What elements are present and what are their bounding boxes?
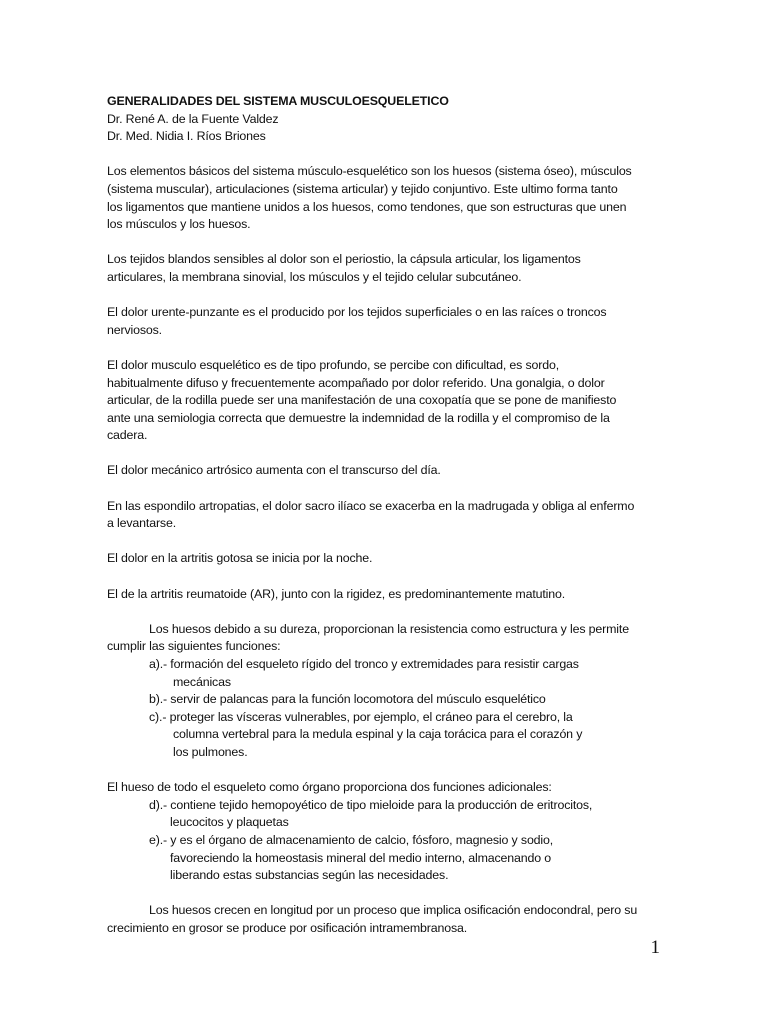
list-item-continuation: los pulmones.: [173, 744, 248, 759]
text-line: cadera.: [107, 428, 148, 443]
list-item: a).- formación del esqueleto rígido del tronco y extremidades para resistir cargas: [149, 657, 579, 671]
text-line: los músculos y los huesos.: [107, 217, 251, 232]
paragraph-basic-elements: [107, 163, 667, 233]
bone-functions-section: [107, 621, 667, 762]
paragraph-musculoskeletal-pain: [107, 357, 667, 445]
text-line: crecimiento en grosor se produce por osificación intramembranosa.: [107, 920, 468, 935]
text-line: Los huesos debido a su dureza, proporcionan la resistencia como estructura y les permite: [149, 621, 629, 636]
list-item-continuation: columna vertebral para la medula espinal y la caja torácica para el corazón y: [173, 727, 583, 742]
list-item: b).- servir de palancas para la función locomotora del músculo esquelético: [149, 692, 546, 707]
text-line: a levantarse.: [107, 516, 176, 531]
text-line: (sistema muscular), articulaciones (sistema articular) y tejido conjuntivo. Este ultimo forma tanto: [107, 181, 618, 196]
text-line: El dolor musculo esquelético es de tipo profundo, se percibe con dificultad, es sordo,: [107, 357, 560, 372]
paragraph-gout: [107, 550, 667, 568]
text-line: En las espondilo artropatias, el dolor sacro ilíaco se exacerba en la madrugada y obliga al enfermo: [107, 498, 635, 513]
text-line: El hueso de todo el esqueleto como órgano proporciona dos funciones adicionales:: [107, 780, 552, 795]
text-line: Los tejidos blandos sensibles al dolor son el periostio, la cápsula articular, los ligamentos: [107, 252, 581, 267]
list-item: d).- contiene tejido hemopoyético de tipo mieloide para la producción de eritrocitos,: [149, 797, 593, 812]
text-line: articular, de la rodilla puede ser una manifestación de una coxopatía que se pone de manifiesto: [107, 393, 617, 408]
text-line: ante una semiologia correcta que demuestre la indemnidad de la rodilla y el compromiso de la: [107, 410, 610, 425]
document-page: [107, 93, 667, 938]
list-item-continuation: leucocitos y plaquetas: [170, 815, 289, 830]
document-title: GENERALIDADES DEL SISTEMA MUSCULOESQUELETICO: [107, 94, 449, 108]
page-number: 1: [650, 937, 660, 958]
text-line: El dolor mecánico artrósico aumenta con el transcurso del día.: [107, 463, 441, 478]
author-line: Dr. René A. de la Fuente Valdez: [107, 111, 279, 126]
document-header: [107, 93, 667, 146]
paragraph-rheumatoid-arthritis: [107, 586, 667, 604]
list-item-continuation: favoreciendo la homeostasis mineral del medio interno, almacenando o: [170, 850, 552, 865]
list-item: e).- y es el órgano de almacenamiento de calcio, fósforo, magnesio y sodio,: [149, 832, 554, 847]
text-line: El de la artritis reumatoide (AR), junto con la rigidez, es predominantemente matutino.: [107, 586, 566, 601]
additional-functions-section: [107, 779, 667, 885]
text-line: cumplir las siguientes funciones:: [107, 639, 281, 654]
text-line: los ligamentos que mantiene unidos a los huesos, como tendones, que son estructuras que unen: [107, 199, 627, 214]
author-line: Dr. Med. Nidia I. Ríos Briones: [107, 129, 266, 144]
paragraph-mechanical-pain: [107, 462, 667, 480]
paragraph-spondyloarthropathies: [107, 498, 667, 533]
list-item-continuation: mecánicas: [173, 674, 231, 689]
paragraph-burning-pain: [107, 304, 667, 339]
list-item: c).- proteger las vísceras vulnerables, por ejemplo, el cráneo para el cerebro, la: [149, 709, 573, 724]
text-line: nerviosos.: [107, 322, 162, 337]
bone-growth-section: [107, 902, 667, 937]
paragraph-soft-tissues: [107, 251, 667, 286]
text-line: El dolor en la artritis gotosa se inicia por la noche.: [107, 551, 373, 566]
text-line: El dolor urente-punzante es el producido por los tejidos superficiales o en las raíces o troncos: [107, 305, 607, 320]
text-line: habitualmente difuso y frecuentemente acompañado por dolor referido. Una gonalgia, o dolor: [107, 375, 605, 390]
text-line: articulares, la membrana sinovial, los músculos y el tejido celular subcutáneo.: [107, 269, 522, 284]
list-item-continuation: liberando estas substancias según las necesidades.: [170, 868, 449, 883]
text-line: Los elementos básicos del sistema músculo-esquelético son los huesos (sistema óseo), músculos: [107, 164, 632, 179]
text-line: Los huesos crecen en longitud por un proceso que implica osificación endocondral, pero su: [149, 903, 638, 918]
